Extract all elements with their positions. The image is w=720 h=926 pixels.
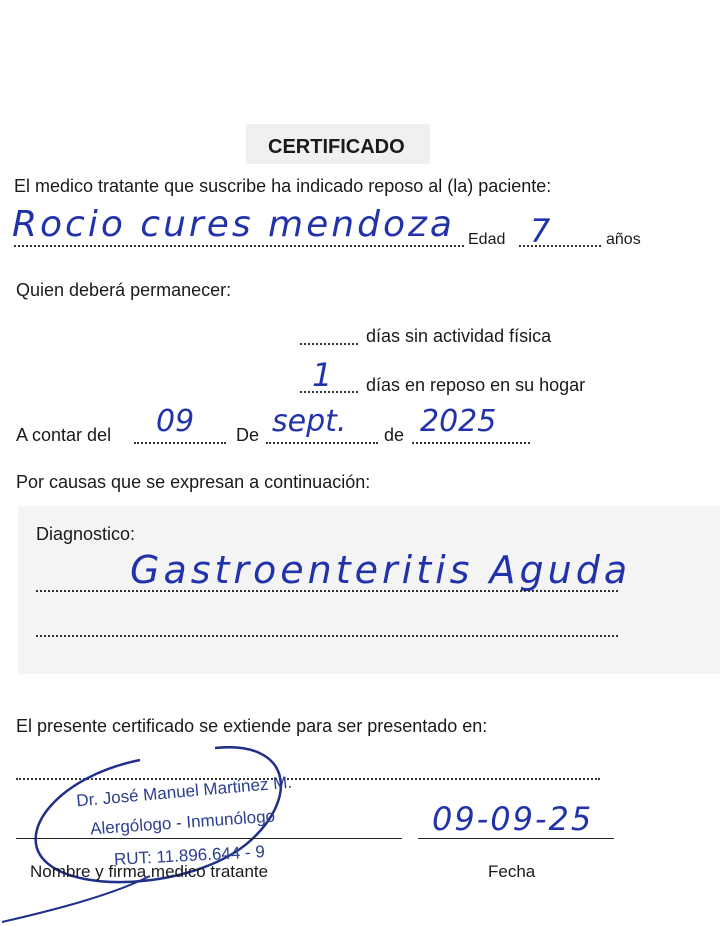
home-days-dots — [300, 391, 358, 393]
age-dots — [519, 245, 601, 247]
start-month: sept. — [272, 404, 347, 439]
start-day: 09 — [156, 404, 195, 439]
diagnosis-dots-1 — [36, 590, 618, 592]
home-days-label: días en reposo en su hogar — [366, 375, 586, 395]
stamp-oval-icon — [0, 746, 300, 926]
stamp-doctor-name: Dr. José Manuel Martinez M. — [75, 772, 293, 811]
age-unit: años — [606, 231, 641, 248]
start-year: 2025 — [420, 404, 497, 439]
certificate-title: CERTIFICADO — [268, 136, 405, 158]
no-activity-dots — [300, 343, 358, 345]
intro-text: El medico tratante que suscribe ha indicado reposo al (la) paciente: — [14, 176, 552, 196]
no-activity-label: días sin actividad física — [366, 326, 552, 346]
diagnosis-value: Gastroenteritis Aguda — [130, 548, 632, 592]
year-dots — [412, 442, 530, 444]
age-value: 7 — [530, 212, 551, 250]
home-days-value: 1 — [312, 356, 333, 394]
day-dots — [134, 442, 226, 444]
causes-label: Por causas que se expresan a continuación: — [16, 472, 371, 492]
remain-label: Quien deberá permanecer: — [16, 280, 232, 300]
signature-label: Nombre y firma medico tratante — [30, 862, 269, 881]
signature-line — [16, 838, 402, 839]
from-label: A contar del — [16, 425, 112, 445]
diagnosis-label: Diagnostico: — [36, 524, 136, 544]
presented-label: El presente certificado se extiende para ser presentado en: — [16, 716, 488, 736]
date-label: Fecha — [488, 862, 536, 881]
date-line — [418, 838, 614, 839]
date-value: 09-09-25 — [432, 800, 594, 838]
year-label: de — [384, 425, 405, 445]
age-label: Edad — [468, 231, 506, 248]
month-label: De — [236, 425, 260, 445]
month-dots — [266, 442, 378, 444]
patient-name-dots — [14, 245, 464, 247]
stamp-rut: RUT: 11.896.644 - 9 — [113, 842, 266, 869]
diagnosis-dots-2 — [36, 635, 618, 637]
stamp-specialty: Alergólogo - Inmunólogo — [89, 806, 276, 839]
patient-name: Rocio cures mendoza — [12, 204, 455, 245]
